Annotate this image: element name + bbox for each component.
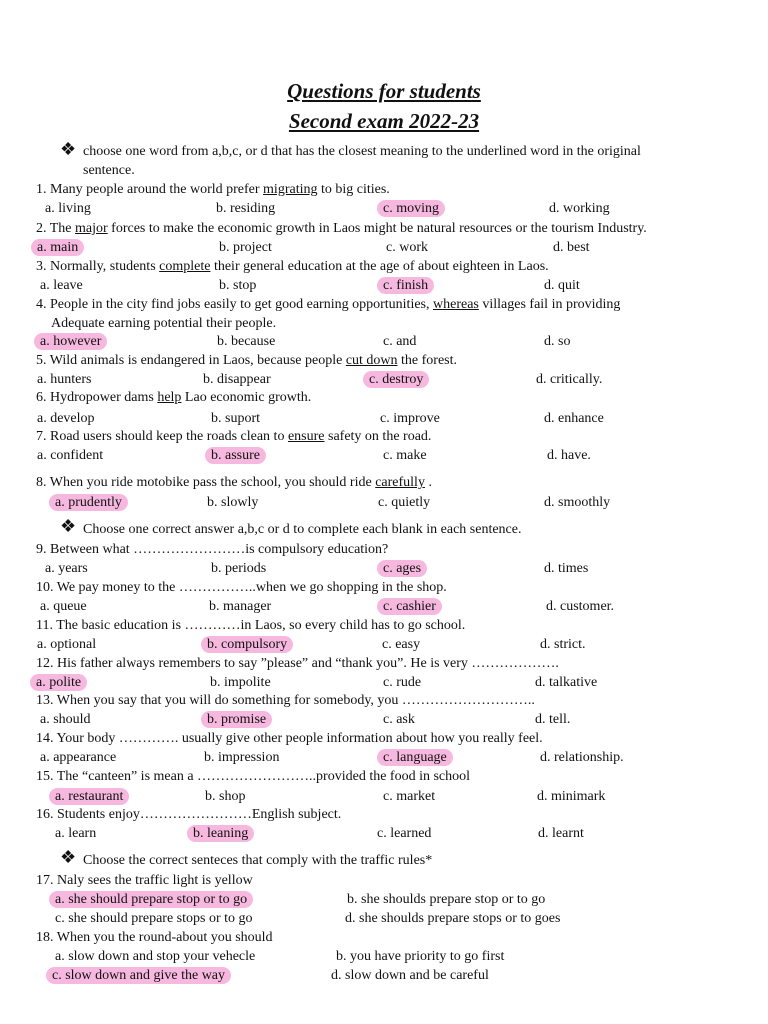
question-text: 4. People in the city find jobs easily to get good earning opportunities, (36, 297, 433, 312)
question-14: 14. Your body …………. usually give other people information about how you really feel. (36, 731, 543, 746)
option-d[interactable]: d. times (544, 561, 589, 576)
option-c-highlighted[interactable]: c. slow down and give the way (46, 967, 231, 984)
option-d[interactable]: d. learnt (538, 826, 584, 841)
four-diamond-ornament-icon: ❖ (60, 139, 77, 159)
option-d[interactable]: d. talkative (535, 675, 598, 690)
underlined-word: help (157, 390, 182, 405)
option-b[interactable]: b. she shoulds prepare stop or to go (347, 892, 546, 907)
question-9: 9. Between what ……………………is compulsory education? (36, 542, 389, 557)
option-d[interactable]: d. have. (547, 448, 591, 463)
question-6 (36, 389, 311, 406)
question-text: forces to make the economic growth in Laos might be natural resources or the tourism Industry. (107, 221, 647, 236)
option-c[interactable]: c. and (383, 334, 417, 349)
option-b[interactable]: b. disappear (203, 372, 271, 387)
option-a-highlighted[interactable]: a. main (31, 239, 84, 256)
option-a[interactable]: a. optional (37, 637, 97, 652)
underlined-word: whereas (433, 297, 479, 312)
option-d[interactable]: d. she shoulds prepare stops or to goes (345, 911, 561, 926)
question-text: 3. Normally, students (36, 259, 160, 274)
option-a[interactable]: a. queue (40, 599, 87, 614)
option-a[interactable]: a. leave (40, 278, 83, 293)
option-c-highlighted[interactable]: c. moving (377, 200, 445, 217)
option-c[interactable]: c. market (383, 789, 436, 804)
option-b[interactable]: b. because (217, 334, 276, 349)
option-a[interactable]: a. years (45, 561, 88, 576)
option-d[interactable]: d. enhance (544, 411, 604, 426)
option-c[interactable]: c. rude (383, 675, 422, 690)
option-c[interactable]: c. improve (380, 411, 440, 426)
option-a[interactable]: a. learn (55, 826, 97, 841)
question-12: 12. His father always remembers to say ”please” and “thank you”. He is very ………………. (36, 656, 559, 671)
question-17: 17. Naly sees the traffic light is yellow (36, 873, 253, 888)
question-5 (36, 352, 457, 369)
option-c-highlighted[interactable]: c. destroy (363, 371, 429, 388)
question-7 (36, 428, 431, 445)
option-a[interactable]: a. hunters (37, 372, 92, 387)
question-text: 2. The (36, 221, 76, 236)
option-c-highlighted[interactable]: c. finish (377, 277, 434, 294)
question-text: their general education at the age of about eighteen in Laos. (210, 259, 549, 274)
option-b[interactable]: b. residing (216, 201, 276, 216)
section-instruction-2: Choose one correct answer a,b,c or d to complete each blank in each sentence. (83, 522, 522, 537)
option-d[interactable]: d. tell. (535, 712, 571, 727)
section-instruction-1-cont: sentence. (83, 163, 135, 178)
question-11: 11. The basic education is …………in Laos, so every child has to go school. (36, 618, 466, 633)
option-d[interactable]: d. best (553, 240, 590, 255)
option-a[interactable]: a. confident (37, 448, 104, 463)
option-b[interactable]: b. periods (211, 561, 267, 576)
option-c[interactable]: c. quietly (378, 495, 431, 510)
option-b[interactable]: b. suport (211, 411, 260, 426)
exam-subtitle: Second exam 2022-23 (288, 109, 480, 133)
option-d[interactable]: d. customer. (546, 599, 615, 614)
question-text: 1. Many people around the world prefer (36, 182, 264, 197)
underlined-word: migrating (263, 182, 318, 197)
underlined-word: cut down (345, 353, 398, 368)
option-d[interactable]: d. so (544, 334, 571, 349)
question-10: 10. We pay money to the ……………..when we go shopping in the shop. (36, 580, 447, 595)
option-c[interactable]: c. easy (382, 637, 421, 652)
question-text: Lao economic growth. (181, 390, 312, 405)
exam-title: Questions for students (287, 79, 481, 103)
question-text: safety on the road. (324, 429, 432, 444)
underlined-word: complete (159, 259, 211, 274)
four-diamond-ornament-icon: ❖ (60, 516, 77, 536)
option-a-highlighted[interactable]: a. restaurant (49, 788, 129, 805)
underlined-word: carefully (375, 475, 425, 490)
option-c-highlighted[interactable]: c. language (377, 749, 453, 766)
question-3 (36, 258, 549, 275)
question-15: 15. The “canteen” is mean a ……………………..provided the food in school (36, 769, 471, 784)
question-2 (36, 220, 647, 237)
option-b-highlighted[interactable]: b. leaning (187, 825, 254, 842)
option-c[interactable]: c. ask (383, 712, 415, 727)
question-4 (36, 296, 620, 313)
section-instruction-3: Choose the correct senteces that comply with the traffic rules* (83, 853, 433, 868)
option-b[interactable]: b. shop (205, 789, 246, 804)
option-d[interactable]: d. smoothly (544, 495, 611, 510)
option-a[interactable]: a. should (40, 712, 91, 727)
question-text: to big cities. (317, 182, 390, 197)
option-a-highlighted[interactable]: a. prudently (49, 494, 128, 511)
option-a[interactable]: a. slow down and stop your vehecle (55, 949, 256, 964)
option-b[interactable]: b. impolite (210, 675, 271, 690)
option-d[interactable]: d. critically. (536, 372, 603, 387)
option-c[interactable]: c. work (386, 240, 428, 255)
option-c-highlighted[interactable]: c. cashier (377, 598, 442, 615)
option-d[interactable]: d. minimark (537, 789, 606, 804)
option-d[interactable]: d. relationship. (540, 750, 624, 765)
question-8 (36, 474, 432, 491)
question-text: 6. Hydropower dams (36, 390, 158, 405)
question-13: 13. When you say that you will do something for somebody, you ……………………….. (36, 693, 535, 708)
question-text: villages fail in providing (478, 297, 621, 312)
option-a-highlighted[interactable]: a. polite (30, 674, 87, 691)
option-b-highlighted[interactable]: b. promise (201, 711, 272, 728)
option-d[interactable]: d. working (549, 201, 610, 216)
option-d[interactable]: d. quit (544, 278, 580, 293)
option-c[interactable]: c. she should prepare stops or to go (55, 911, 253, 926)
option-b-highlighted[interactable]: b. compulsory (201, 636, 293, 653)
option-b[interactable]: b. manager (209, 599, 272, 614)
option-c[interactable]: c. make (383, 448, 427, 463)
option-b[interactable]: b. slowly (207, 495, 259, 510)
question-text: 8. When you ride motobike pass the school, you should ride (36, 475, 376, 490)
option-a[interactable]: a. appearance (40, 750, 117, 765)
underlined-word: major (75, 221, 108, 236)
question-16: 16. Students enjoy……………………English subject. (36, 807, 342, 822)
question-4-continuation: Adequate earning potential their people. (51, 316, 277, 331)
option-d[interactable]: d. strict. (540, 637, 586, 652)
option-c[interactable]: c. learned (377, 826, 432, 841)
section-instruction-1: choose one word from a,b,c, or d that has the closest meaning to the underlined word in the original (83, 144, 641, 159)
question-text: 5. Wild animals is endangered in Laos, because people (36, 353, 346, 368)
option-b[interactable]: b. you have priority to go first (336, 949, 505, 964)
question-1 (36, 181, 390, 198)
underlined-word: ensure (287, 429, 325, 444)
question-text: 7. Road users should keep the roads clean to (36, 429, 288, 444)
option-a[interactable]: a. living (45, 201, 91, 216)
option-b-highlighted[interactable]: b. assure (205, 447, 266, 464)
option-b[interactable]: b. stop (219, 278, 257, 293)
option-b[interactable]: b. project (219, 240, 272, 255)
question-text: . (424, 475, 432, 490)
question-text: the forest. (397, 353, 458, 368)
option-d[interactable]: d. slow down and be careful (331, 968, 489, 983)
option-a[interactable]: a. develop (37, 411, 95, 426)
four-diamond-ornament-icon: ❖ (60, 847, 77, 867)
option-a-highlighted[interactable]: a. however (34, 333, 107, 350)
question-18: 18. When you the round-about you should (36, 930, 273, 945)
option-c-highlighted[interactable]: c. ages (377, 560, 427, 577)
option-b[interactable]: b. impression (204, 750, 280, 765)
option-a-highlighted[interactable]: a. she should prepare stop or to go (49, 891, 253, 908)
